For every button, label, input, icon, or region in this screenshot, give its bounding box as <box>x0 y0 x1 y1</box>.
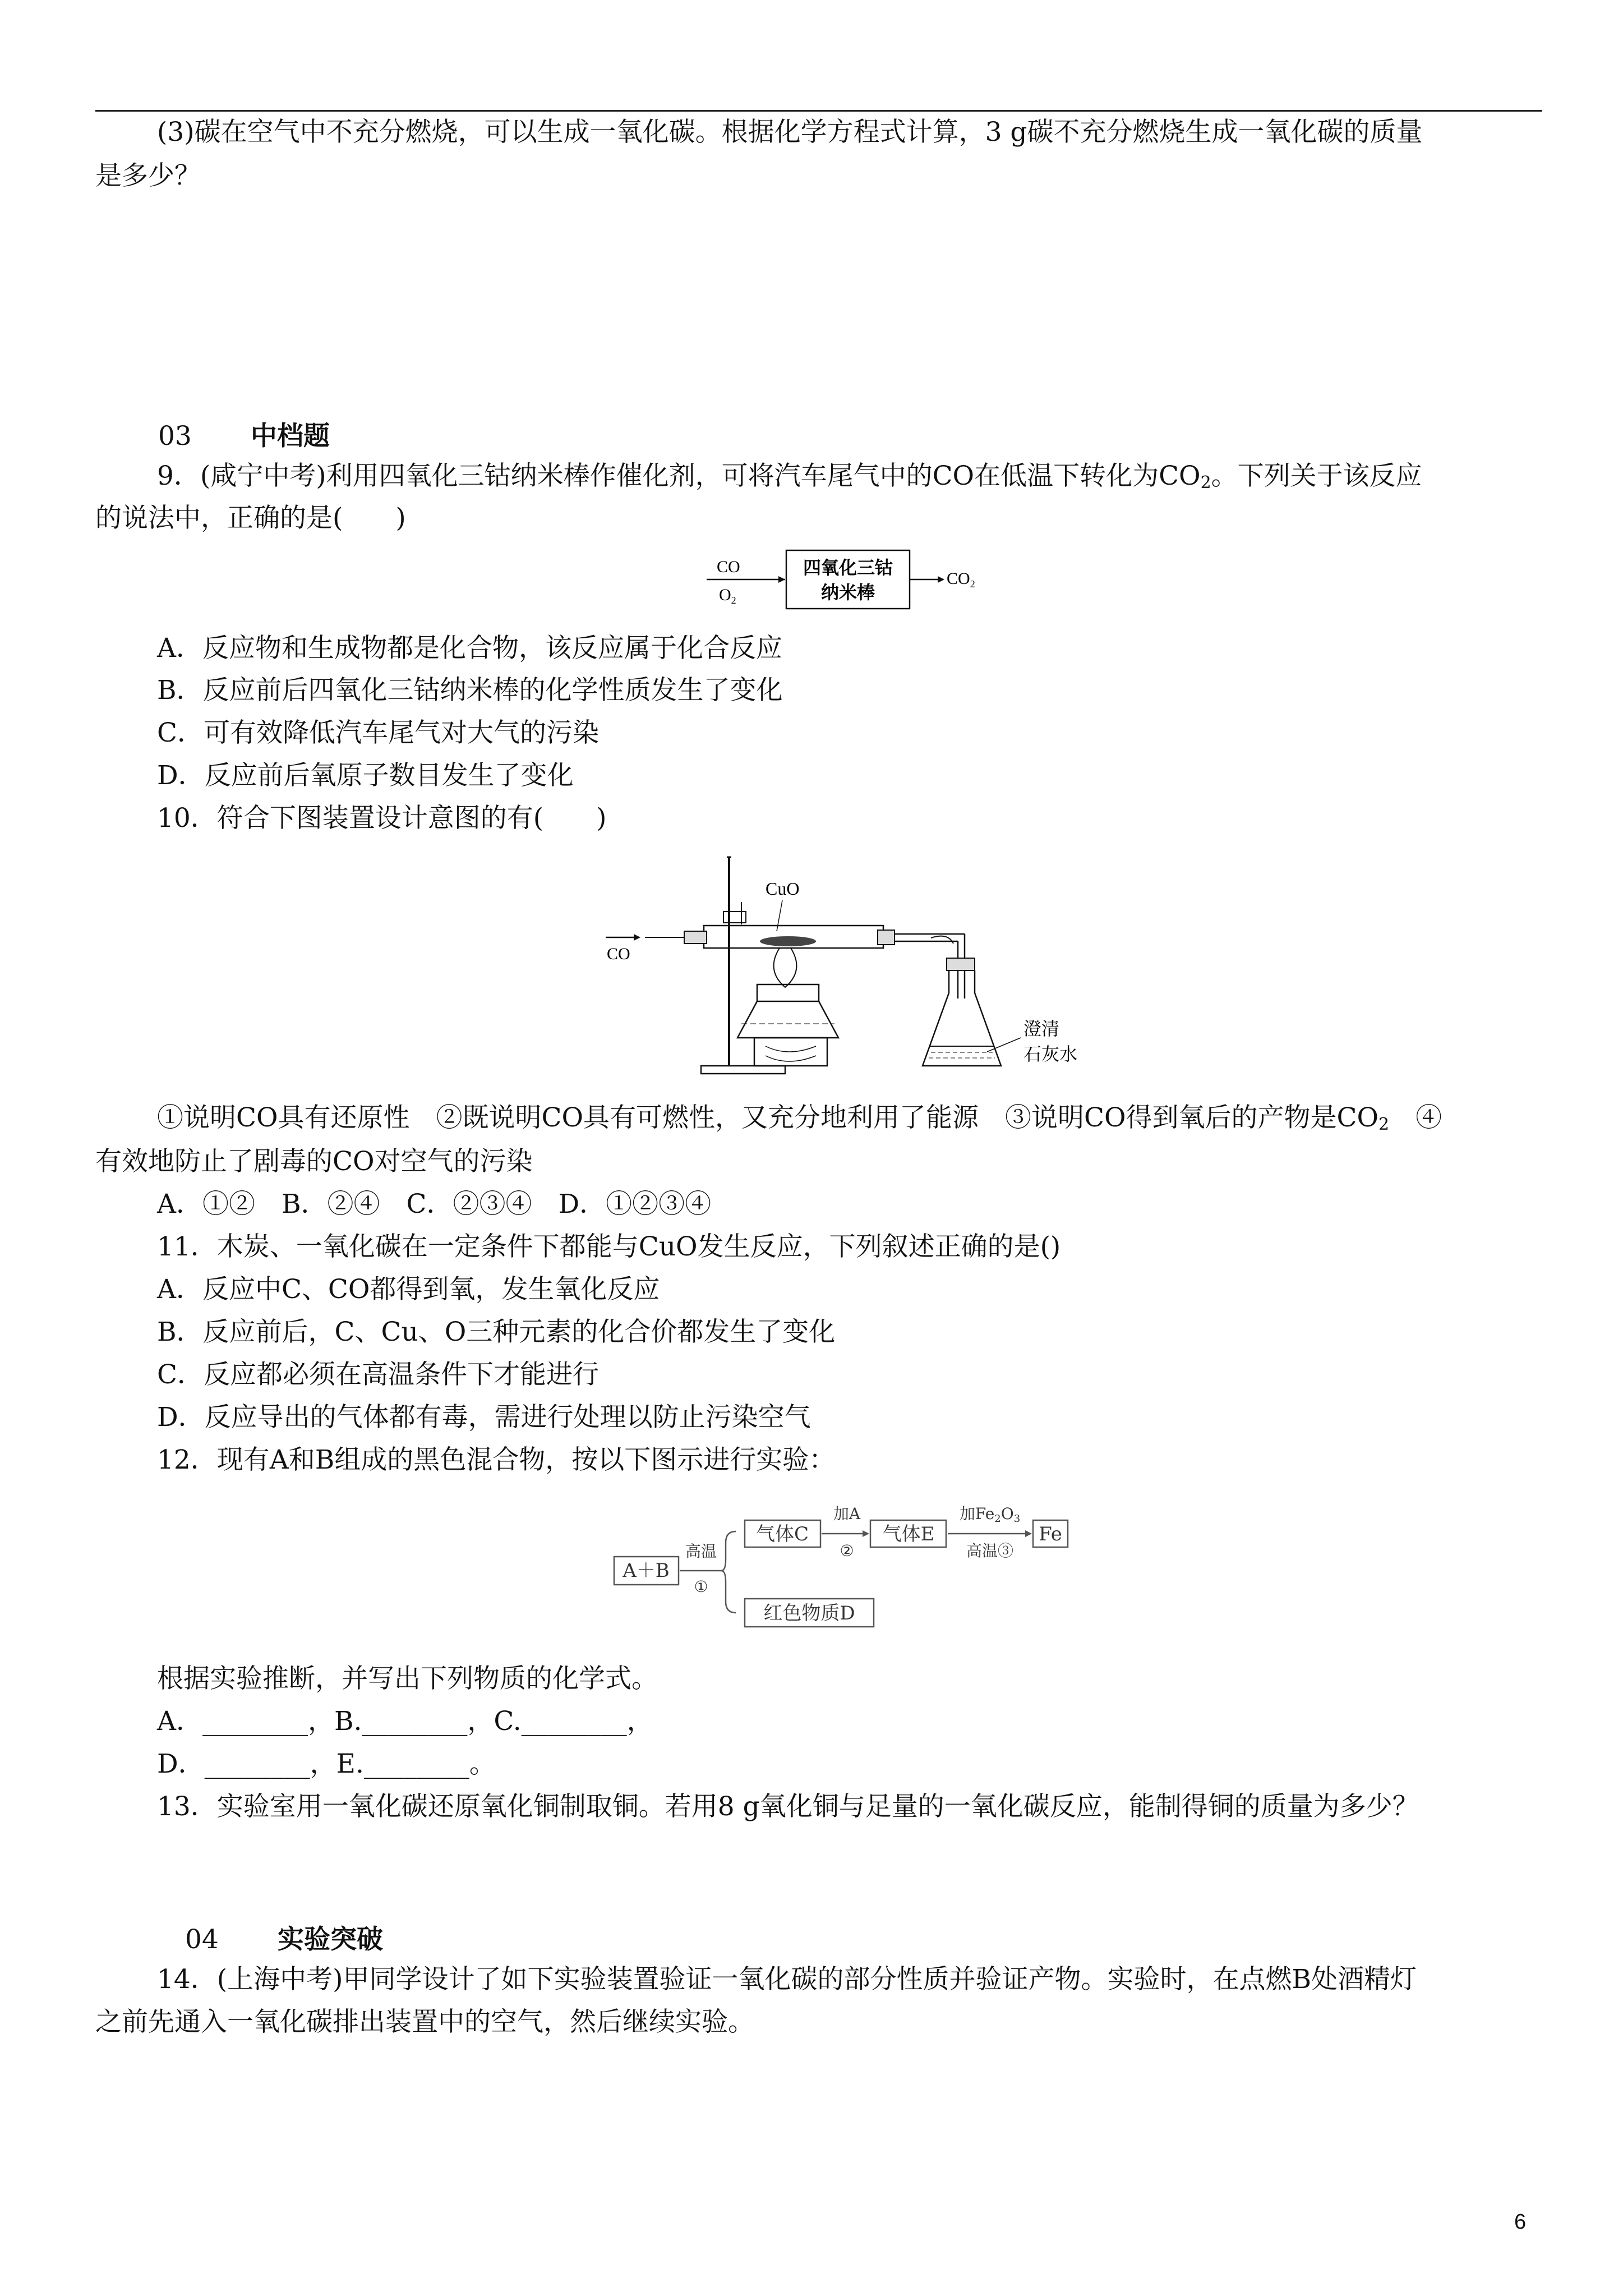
q10-lamp-wick-holder <box>757 984 819 1001</box>
q10-statements-line2: 有效地防止了剧毒的CO对空气的污染 <box>95 1146 533 1177</box>
q9-input-co: CO <box>717 558 740 576</box>
q9-option-b: B．反应前后四氧化三钴纳米棒的化学性质发生了变化 <box>157 675 783 706</box>
q10-line1: 10．符合下图装置设计意图的有( ) <box>157 803 607 834</box>
q10-cuo-label: CuO <box>766 878 800 899</box>
section-number: 03 <box>158 421 192 452</box>
q12-cond1-top: 高温 <box>685 1542 717 1561</box>
q8-part3-line1: (3)碳在空气中不充分燃烧，可以生成一氧化碳。根据化学方程式计算，3 g碳不充分燃烧生成一氧化碳的质量 <box>157 117 1423 148</box>
q10-statements-line1: ①说明CO具有还原性 ②既说明CO具有可燃性，又充分地利用了能源 ③说明CO得到氧后的产物是$CO_2$ ④ <box>157 1102 1442 1134</box>
q11-option-c: C．反应都必须在高温条件下才能进行 <box>157 1359 599 1390</box>
section-title: 实验突破 <box>278 1924 383 1955</box>
q12-cond3-bot: 高温③ <box>966 1542 1014 1560</box>
q12-cond2-bot: ② <box>840 1542 854 1560</box>
q11-option-b: B．反应前后，C、Cu、O三种元素的化合价都发生了变化 <box>157 1317 836 1347</box>
q10-stopper-left <box>684 931 707 944</box>
q9-arrow-head-2 <box>938 576 944 583</box>
q14-line1: 14．(上海中考)甲同学设计了如下实验装置验证一氧化碳的部分性质并验证产物。实验时，在点燃B处酒精灯 <box>157 1964 1417 1995</box>
q9-option-a: A．反应物和生成物都是化合物，该反应属于化合反应 <box>157 633 782 664</box>
q9-option-d: D．反应前后氧原子数目发生了变化 <box>157 760 574 791</box>
q12-ab-label: A＋B <box>623 1559 670 1582</box>
q12-line2: 根据实验推断，并写出下列物质的化学式。 <box>157 1663 658 1694</box>
q12-line4: D．________，E.________。 <box>157 1749 496 1779</box>
q11-option-a: A．反应中C、CO都得到氧，发生氧化反应 <box>157 1274 660 1305</box>
q10-limewater-label2: 石灰水 <box>1023 1043 1078 1065</box>
q10-alcohol-lamp <box>737 1001 838 1038</box>
q11-option-d: D．反应导出的气体都有毒，需进行处理以防止污染空气 <box>157 1402 811 1433</box>
q9-box-line2: 纳米棒 <box>820 582 875 603</box>
q9-reaction-diagram <box>701 547 1015 620</box>
section-heading-03 <box>158 415 330 453</box>
q12-fe-label: Fe <box>1039 1523 1062 1545</box>
section-number: 04 <box>185 1924 219 1955</box>
top-rule <box>95 110 1542 112</box>
q12-gas-c-label: 气体C <box>755 1523 809 1545</box>
q14-line2: 之前先通入一氧化碳排出装置中的空气，然后继续实验。 <box>95 2007 754 2037</box>
q10-limewater-label1: 澄清 <box>1023 1018 1060 1039</box>
section-title: 中档题 <box>251 421 330 452</box>
q9-arrow-head-1 <box>778 576 785 583</box>
q11-line1: 11．木炭、一氧化碳在一定条件下都能与CuO发生反应，下列叙述正确的是() <box>157 1231 1061 1262</box>
q12-line3: A．________，B.________，C.________， <box>157 1706 653 1737</box>
q10-stand-base <box>701 1066 785 1074</box>
page-number: 6 <box>1514 2210 1527 2234</box>
q10-clamp <box>723 912 746 923</box>
q10-apparatus-diagram <box>594 853 1099 1088</box>
q12-line1: 12．现有A和B组成的黑色混合物，按以下图示进行实验： <box>157 1444 836 1475</box>
q12-flow-diagram <box>611 1503 1105 1644</box>
q13-line1: 13．实验室用一氧化碳还原氧化铜制取铜。若用8 g氧化铜与足量的一氧化碳反应，能制得铜的质量为多少？ <box>157 1791 1419 1822</box>
q9-line1: 9．(咸宁中考)利用四氧化三钴纳米棒作催化剂，可将汽车尾气中的CO在低温下转化为$CO_2$。下列关于该反应 <box>157 461 1422 493</box>
q10-flask-stopper <box>947 958 975 970</box>
q12-cond2-top: 加A <box>833 1504 861 1523</box>
q10-cuo-powder <box>760 936 816 946</box>
q10-stopper-right <box>878 930 895 945</box>
q10-options: A．①② B．②④ C．②③④ D．①②③④ <box>157 1189 712 1220</box>
q9-input-o2: $O_2$ <box>719 586 736 606</box>
q9-output-co2: $CO_2$ <box>947 569 975 590</box>
q10-flame <box>774 948 797 987</box>
q9-option-c: C．可有效降低汽车尾气对大气的污染 <box>157 717 599 748</box>
q12-brace <box>721 1531 736 1613</box>
q12-cond1-bot: ① <box>694 1577 708 1596</box>
q12-gas-e-label: 气体E <box>882 1523 935 1545</box>
q10-co-label: CO <box>607 945 630 963</box>
q9-box-line1: 四氧化三钴 <box>803 557 893 578</box>
q8-part3-line2: 是多少？ <box>95 160 201 191</box>
q12-red-d-label: 红色物质D <box>763 1602 855 1625</box>
q12-cond3-top: 加Fe2O3 <box>959 1504 1021 1525</box>
q10-flask <box>923 970 1001 1066</box>
q9-line2: 的说法中，正确的是( ) <box>95 503 406 533</box>
section-heading-04 <box>185 1918 383 1956</box>
